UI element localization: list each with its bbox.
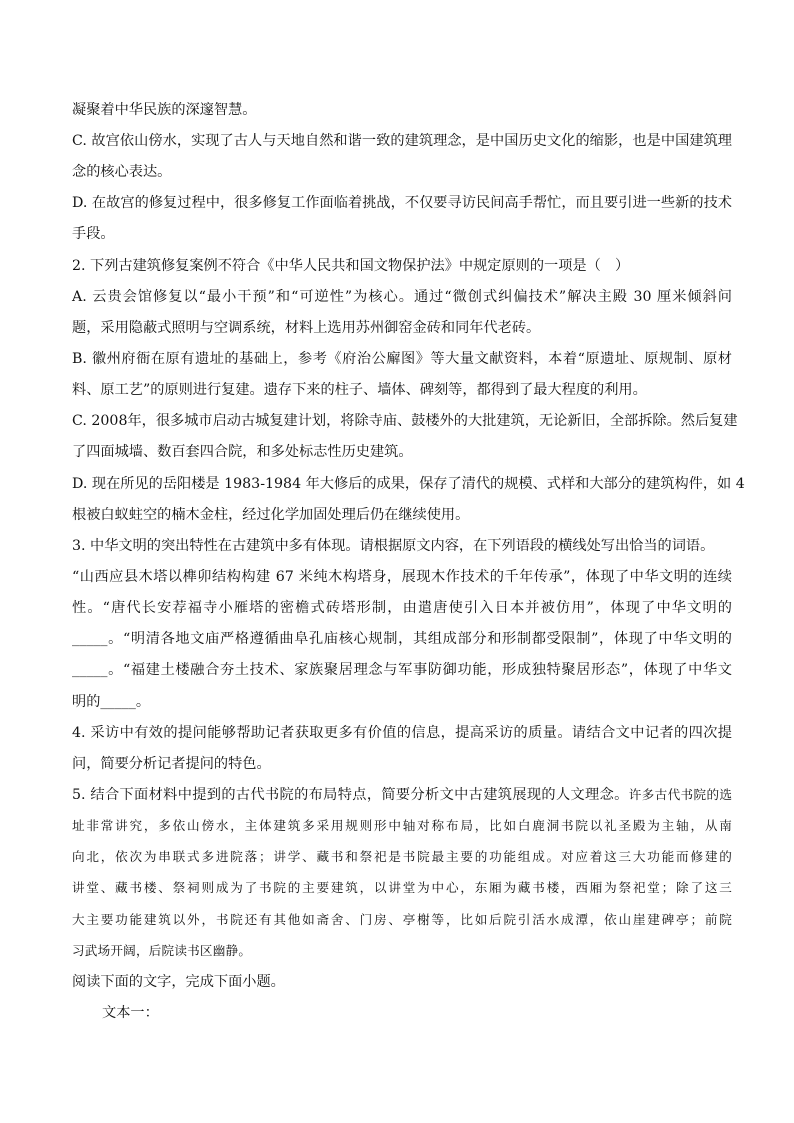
q3-passage-line-2: 性。“唐代长安荐福寺小雁塔的密檐式砖塔形制，由遣唐使引入日本并被仿用”，体现了中华文明的 [72, 600, 732, 616]
question-4-line-1: 4. 采访中有效的提问能够帮助记者获取更多有价值的信息，提高采访的质量。请结合文中记者的四次提 [72, 725, 732, 741]
option-c-line-2: 念的核心表达。 [72, 164, 172, 180]
q2-option-d-line-2: 根被白蚁蛀空的楠木金柱，经过化学加固处理后仍在继续使用。 [72, 507, 470, 523]
material-line-2: 向北，依次为串联式多进院落；讲学、藏书和祭祀是书院最主要的功能组成。对应着这三大功能而修建的 [72, 849, 732, 864]
text-line: 凝聚着中华民族的深邃智慧。 [72, 102, 257, 118]
q3-passage-line-4: _____。“福建土楼融合夯土技术、家族聚居理念与军事防御功能，形成独特聚居形态”，体现了中华文 [72, 662, 732, 678]
answer-blank[interactable]: _____ [72, 631, 108, 647]
material-line-1: 址非常讲究，多依山傍水，主体建筑多采用规则形中轴对称布局，比如白鹿洞书院以礼圣殿为主轴，从南 [72, 818, 732, 833]
option-d-line-1: D. 在故宫的修复过程中，很多修复工作面临着挑战，不仅要寻访民间高手帮忙，而且要引进一些新的技术 [72, 195, 732, 211]
material-line-5: 习武场开阔，后院读书区幽静。 [72, 943, 252, 958]
answer-blank[interactable]: _____ [100, 694, 136, 710]
q2-option-a-line-2: 题，采用隐蔽式照明与空调系统，材料上选用苏州御窑金砖和同年代老砖。 [72, 320, 541, 336]
answer-blank[interactable]: _____ [72, 662, 108, 678]
question-2-stem: 2. 下列古建筑修复案例不符合《中华人民共和国文物保护法》中规定原则的一项是（ ） [72, 258, 630, 274]
q3-passage-line-3: _____。“明清各地文庙严格遵循曲阜孔庙核心规制，其组成部分和形制都受限制”，体现了中华文明的 [72, 631, 732, 647]
q2-option-c-line-1: C. 2008年，很多城市启动古城复建计划，将除寺庙、鼓楼外的大批建筑，无论新旧，全部拆除。然后复建 [72, 413, 738, 429]
q2-option-d-line-1: D. 现在所见的岳阳楼是 1983-1984 年大修后的成果，保存了清代的规模、式样和大部分的建筑构件，如 4 [72, 476, 745, 492]
option-d-line-2: 手段。 [72, 226, 115, 242]
question-3-stem: 3. 中华文明的突出特性在古建筑中多有体现。请根据原文内容，在下列语段的横线处写出恰当的词语。 [72, 538, 715, 554]
reading-instruction: 阅读下面的文字，完成下面小题。 [72, 974, 285, 990]
q2-option-b-line-1: B. 徽州府衙在原有遗址的基础上，参考《府治公廨图》等大量文献资料，本着“原遗址、原规制、原材 [72, 351, 732, 367]
text-one-heading: 文本一： [102, 1005, 159, 1021]
q2-option-b-line-2: 料、原工艺”的原则进行复建。遗存下来的柱子、墙体、碑刻等，都得到了最大程度的利用。 [72, 382, 647, 398]
question-5-line-1: 5. 结合下面材料中提到的古代书院的布局特点，简要分析文中古建筑展现的人文理念。许多古代书院的选 [72, 787, 732, 803]
material-line-4: 大主要功能建筑以外，书院还有其他如斋舍、门房、亭榭等，比如后院引活水成潭，依山崖建碑亭；前院 [72, 912, 732, 927]
option-c-line-1: C. 故宫依山傍水，实现了古人与天地自然和谐一致的建筑理念，是中国历史文化的缩影，也是中国建筑理 [72, 133, 732, 149]
q2-option-c-line-2: 了四面城墙、数百套四合院，和多处标志性历史建筑。 [72, 444, 413, 460]
q3-passage-line-1: “山西应县木塔以榫卯结构构建 67 米纯木构塔身，展现木作技术的千年传承”，体现了中华文明的连续 [72, 569, 732, 585]
question-4-line-2: 问，简要分析记者提问的特色。 [72, 756, 271, 772]
material-line-3: 讲堂、藏书楼、祭祠则成为了书院的主要建筑，以讲堂为中心，东厢为藏书楼，西厢为祭祀堂；除了这三 [72, 880, 732, 895]
q2-option-a-line-1: A. 云贵会馆修复以“最小干预”和“可逆性”为核心。通过“微创式纠偏技术”解决主殿 30 厘米倾斜问 [72, 289, 732, 305]
q3-passage-line-5: 明的_____。 [72, 694, 151, 710]
